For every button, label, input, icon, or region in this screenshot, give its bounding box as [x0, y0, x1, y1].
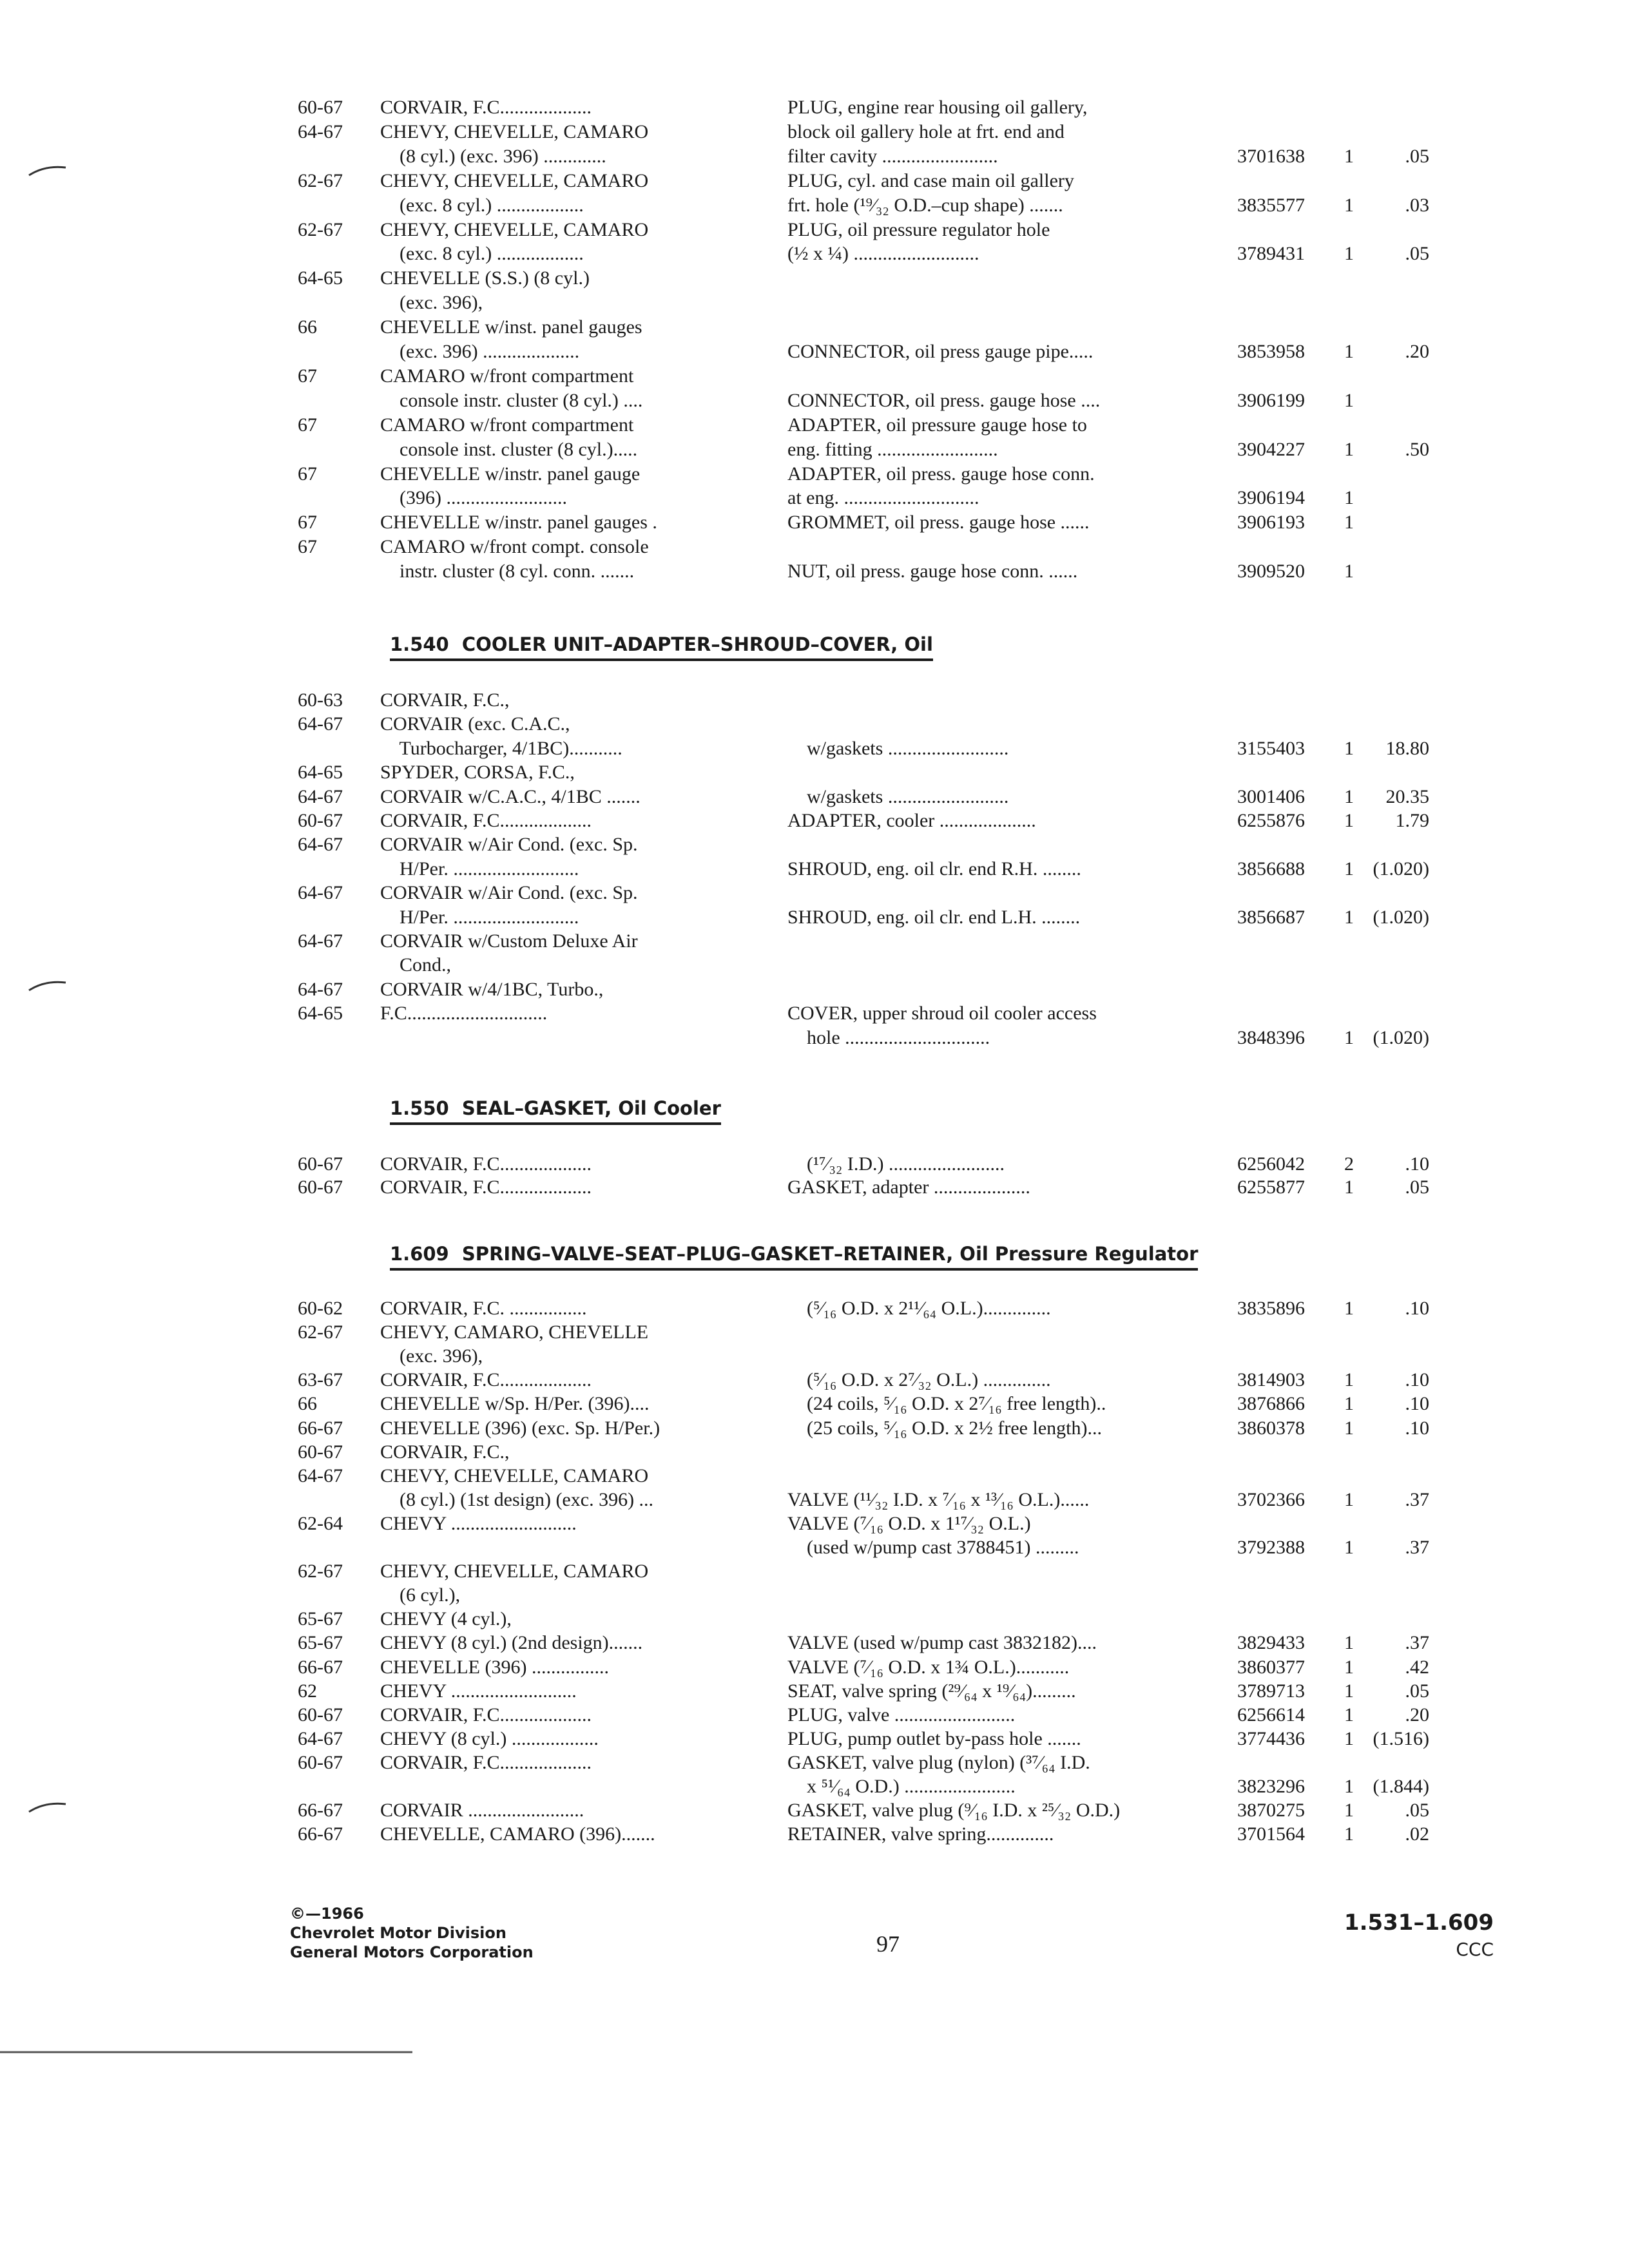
description-cell: GROMMET, oil press. gauge hose ...... [787, 512, 1090, 533]
model-cell: CORVAIR, F.C., [380, 689, 510, 711]
description-cell: filter cavity ........................ [787, 145, 998, 167]
quantity-cell: 1 [1344, 341, 1354, 362]
model-cell: CORVAIR, F.C................... [380, 1369, 592, 1391]
description-cell: ADAPTER, cooler .................... [787, 810, 1036, 831]
description-cell: w/gaskets ......................... [787, 737, 1009, 759]
table-row [0, 1535, 1629, 1560]
table-row [0, 1001, 1629, 1026]
years-cell: 67 [298, 463, 317, 485]
years-cell: 64-67 [298, 834, 343, 856]
table-row [0, 1392, 1629, 1416]
description-cell: (used w/pump cast 3788451) ......... [787, 1537, 1079, 1558]
description-cell: ADAPTER, oil press. gauge hose conn. [787, 463, 1095, 485]
years-cell: 64-65 [298, 1003, 343, 1024]
description-cell: (½ x ¼) .......................... [787, 243, 979, 265]
price-cell: .10 [1405, 1393, 1429, 1415]
model-cell: (exc. 396), [380, 292, 483, 314]
years-cell: 64-67 [298, 1465, 343, 1486]
description-cell: (25 coils, ⁵⁄₁₆ O.D. x 2½ free length)... [787, 1417, 1102, 1439]
model-cell: CORVAIR (exc. C.A.C., [380, 713, 570, 735]
price-cell: (1.020) [1373, 906, 1429, 928]
part-number-cell: 3876866 [1237, 1393, 1305, 1415]
description-cell: eng. fitting ......................... [787, 438, 998, 460]
table-row [0, 389, 1629, 413]
quantity-cell: 1 [1344, 810, 1354, 831]
table-row [0, 144, 1629, 169]
quantity-cell: 1 [1344, 145, 1354, 167]
model-cell: CHEVELLE w/Sp. H/Per. (396).... [380, 1393, 650, 1415]
model-cell: (exc. 8 cyl.) .................. [380, 243, 584, 265]
model-cell: SPYDER, CORSA, F.C., [380, 762, 575, 783]
description-cell: (⁵⁄₁₆ O.D. x 2⁷⁄₃₂ O.L.) .............. [787, 1369, 1051, 1391]
price-cell: .10 [1405, 1153, 1429, 1175]
model-cell: CORVAIR w/Air Cond. (exc. Sp. [380, 882, 638, 904]
model-cell: CORVAIR, F.C................... [380, 810, 592, 831]
section-title-1609: 1.609 SPRING–VALVE–SEAT–PLUG–GASKET–RETAINER, Oil Pressure Regulator [390, 1241, 1198, 1271]
part-number-cell: 3848396 [1237, 1026, 1305, 1048]
description-cell: GASKET, valve plug (nylon) (³⁷⁄₆₄ I.D. [787, 1751, 1090, 1773]
table-row [0, 169, 1629, 193]
description-cell: CONNECTOR, oil press gauge pipe..... [787, 341, 1094, 362]
table-row [0, 1655, 1629, 1680]
quantity-cell: 1 [1344, 1488, 1354, 1510]
model-cell: CORVAIR w/Air Cond. (exc. Sp. [380, 834, 638, 856]
years-cell: 63-67 [298, 1369, 343, 1391]
part-number-cell: 6256042 [1237, 1153, 1305, 1175]
price-cell: (1.516) [1373, 1727, 1429, 1749]
price-cell: .03 [1405, 194, 1429, 216]
table-row [0, 977, 1629, 1002]
description-cell: CONNECTOR, oil press. gauge hose .... [787, 389, 1101, 411]
price-cell: .20 [1405, 341, 1429, 362]
price-cell: 18.80 [1385, 737, 1429, 759]
years-cell: 67 [298, 512, 317, 533]
model-cell: CAMARO w/front compartment [380, 365, 634, 387]
model-cell: CHEVELLE w/instr. panel gauges . [380, 512, 657, 533]
years-cell: 62 [298, 1680, 317, 1702]
quantity-cell: 1 [1344, 858, 1354, 879]
quantity-cell: 1 [1344, 487, 1354, 509]
years-cell: 66-67 [298, 1823, 343, 1845]
model-cell: CAMARO w/front compartment [380, 414, 634, 436]
price-cell: .10 [1405, 1417, 1429, 1439]
years-cell: 67 [298, 536, 317, 558]
footer-publisher [290, 1904, 534, 1962]
description-cell: PLUG, oil pressure regulator hole [787, 218, 1050, 240]
years-cell: 64-67 [298, 120, 343, 142]
years-cell: 60-67 [298, 810, 343, 831]
table-row [0, 193, 1629, 218]
part-number-cell: 3701564 [1237, 1823, 1305, 1845]
table-row [0, 266, 1629, 291]
part-number-cell: 3906194 [1237, 487, 1305, 509]
group-range: 1.531–1.609 [1344, 1910, 1494, 1936]
quantity-cell: 1 [1344, 561, 1354, 582]
table-row [0, 1488, 1629, 1512]
model-cell: CHEVY, CHEVELLE, CAMARO [380, 120, 649, 142]
part-number-cell: 3870275 [1237, 1800, 1305, 1821]
years-cell: 60-62 [298, 1298, 343, 1319]
model-cell: CHEVY (4 cyl.), [380, 1608, 512, 1630]
model-cell: CORVAIR w/4/1BC, Turbo., [380, 978, 604, 1000]
price-cell: .50 [1405, 438, 1429, 460]
quantity-cell: 1 [1344, 389, 1354, 411]
years-cell: 66-67 [298, 1656, 343, 1678]
catalog-code: CCC [1456, 1939, 1494, 1960]
part-number-cell: 3835896 [1237, 1298, 1305, 1319]
table-row [0, 1583, 1629, 1608]
model-cell: CHEVELLE (396) (exc. Sp. H/Per.) [380, 1417, 660, 1439]
description-cell: GASKET, adapter .................... [787, 1177, 1030, 1198]
description-cell: block oil gallery hole at frt. end and [787, 120, 1065, 142]
description-cell: PLUG, engine rear housing oil gallery, [787, 97, 1088, 118]
table-row [0, 535, 1629, 559]
part-number-cell: 3789431 [1237, 243, 1305, 265]
table-row [0, 291, 1629, 315]
model-cell: CHEVY (8 cyl.) (2nd design)....... [380, 1632, 643, 1654]
description-cell: x ⁵¹⁄₆₄ O.D.) ....................... [787, 1776, 1016, 1797]
years-cell: 60-63 [298, 689, 343, 711]
quantity-cell: 1 [1344, 1823, 1354, 1845]
table-row [0, 1416, 1629, 1441]
part-number-cell: 3856688 [1237, 858, 1305, 879]
price-cell: .42 [1405, 1656, 1429, 1678]
price-cell: 1.79 [1395, 810, 1429, 831]
model-cell: CHEVY .......................... [380, 1680, 577, 1702]
table-row [0, 1679, 1629, 1704]
model-cell: CORVAIR, F.C., [380, 1441, 510, 1463]
table-row [0, 95, 1629, 120]
price-cell: .37 [1405, 1537, 1429, 1558]
quantity-cell: 1 [1344, 1680, 1354, 1702]
description-cell: frt. hole (¹⁹⁄₃₂ O.D.–cup shape) ....... [787, 194, 1063, 216]
part-number-cell: 3792388 [1237, 1537, 1305, 1558]
model-cell: CORVAIR, F.C................... [380, 97, 592, 118]
table-row [0, 462, 1629, 486]
table-row [0, 785, 1629, 809]
table-row [0, 1822, 1629, 1847]
table-row [0, 120, 1629, 144]
part-number-cell: 6255876 [1237, 810, 1305, 831]
model-cell: CORVAIR ........................ [380, 1800, 584, 1821]
description-cell: NUT, oil press. gauge hose conn. ...... [787, 561, 1078, 582]
quantity-cell: 1 [1344, 906, 1354, 928]
price-cell: .05 [1405, 1800, 1429, 1821]
years-cell: 64-67 [298, 1727, 343, 1749]
part-number-cell: 3701638 [1237, 145, 1305, 167]
description-cell: VALVE (⁷⁄₁₆ O.D. x 1¹⁷⁄₃₂ O.L.) [787, 1512, 1031, 1534]
description-cell: ADAPTER, oil pressure gauge hose to [787, 414, 1087, 436]
table-row [0, 688, 1629, 713]
price-cell: .05 [1405, 145, 1429, 167]
model-cell: CORVAIR w/C.A.C., 4/1BC ....... [380, 785, 641, 807]
model-cell: console inst. cluster (8 cyl.)..... [380, 438, 638, 460]
description-cell: (¹⁷⁄₃₂ I.D.) ........................ [787, 1153, 1005, 1175]
part-number-cell: 3860378 [1237, 1417, 1305, 1439]
model-cell: CHEVY .......................... [380, 1512, 577, 1534]
part-number-cell: 3823296 [1237, 1776, 1305, 1797]
model-cell: F.C............................. [380, 1003, 548, 1024]
description-cell: SEAT, valve spring (²⁹⁄₆₄ x ¹⁹⁄₆₄)......... [787, 1680, 1076, 1702]
part-number-cell: 3906199 [1237, 389, 1305, 411]
quantity-cell: 1 [1344, 1632, 1354, 1654]
model-cell: instr. cluster (8 cyl. conn. ....... [380, 561, 635, 582]
description-cell: at eng. ............................ [787, 487, 979, 509]
description-cell: PLUG, cyl. and case main oil gallery [787, 169, 1074, 191]
model-cell: CHEVELLE w/inst. panel gauges [380, 316, 642, 338]
years-cell: 65-67 [298, 1632, 343, 1654]
quantity-cell: 1 [1344, 1800, 1354, 1821]
part-number-cell: 3829433 [1237, 1632, 1305, 1654]
part-number-cell: 6256614 [1237, 1704, 1305, 1725]
years-cell: 64-67 [298, 978, 343, 1000]
quantity-cell: 1 [1344, 1776, 1354, 1797]
price-cell: (1.020) [1373, 1026, 1429, 1048]
part-number-cell: 3860377 [1237, 1656, 1305, 1678]
model-cell: CHEVELLE, CAMARO (396)....... [380, 1823, 655, 1845]
model-cell: Cond., [380, 954, 452, 976]
section-title-1550: 1.550 SEAL–GASKET, Oil Cooler [390, 1095, 721, 1125]
years-cell: 62-67 [298, 1561, 343, 1582]
price-cell: .10 [1405, 1298, 1429, 1319]
part-number-cell: 6255877 [1237, 1177, 1305, 1198]
model-cell: (exc. 396), [380, 1345, 483, 1367]
table-row [0, 712, 1629, 736]
price-cell: .10 [1405, 1369, 1429, 1391]
table-row [0, 760, 1629, 785]
model-cell: console instr. cluster (8 cyl.) .... [380, 389, 643, 411]
description-cell: w/gaskets ......................... [787, 785, 1009, 807]
table-row [0, 242, 1629, 266]
description-cell: SHROUD, eng. oil clr. end R.H. ........ [787, 858, 1081, 879]
years-cell: 60-67 [298, 1441, 343, 1463]
model-cell: (exc. 8 cyl.) .................. [380, 194, 584, 216]
table-row [0, 1559, 1629, 1584]
price-cell: .20 [1405, 1704, 1429, 1725]
years-cell: 64-67 [298, 930, 343, 952]
scan-edge-line [0, 2049, 412, 2055]
years-cell: 64-67 [298, 882, 343, 904]
model-cell: CHEVY, CHEVELLE, CAMARO [380, 169, 649, 191]
years-cell: 66 [298, 1393, 317, 1415]
division: Chevrolet Motor Division [290, 1924, 506, 1942]
model-cell: (8 cyl.) (exc. 396) ............. [380, 145, 606, 167]
model-cell: CORVAIR, F.C................... [380, 1153, 592, 1175]
table-row [0, 559, 1629, 584]
model-cell: H/Per. .......................... [380, 858, 579, 879]
model-cell: CHEVELLE w/instr. panel gauge [380, 463, 641, 485]
table-row [0, 929, 1629, 954]
section-title-1540: 1.540 COOLER UNIT–ADAPTER–SHROUD–COVER, Oil [390, 631, 933, 661]
model-cell: CHEVY (8 cyl.) .................. [380, 1727, 599, 1749]
quantity-cell: 1 [1344, 1656, 1354, 1678]
table-row [0, 413, 1629, 437]
model-cell: (6 cyl.), [380, 1584, 461, 1606]
years-cell: 67 [298, 365, 317, 387]
part-number-cell: 3702366 [1237, 1488, 1305, 1510]
quantity-cell: 1 [1344, 1537, 1354, 1558]
quantity-cell: 1 [1344, 785, 1354, 807]
table-row [0, 1631, 1629, 1655]
model-cell: CORVAIR w/Custom Deluxe Air [380, 930, 638, 952]
price-cell: .05 [1405, 1680, 1429, 1702]
model-cell: (396) ......................... [380, 487, 567, 509]
description-cell: VALVE (used w/pump cast 3832182).... [787, 1632, 1097, 1654]
price-cell: .05 [1405, 1177, 1429, 1198]
table-row [0, 364, 1629, 389]
quantity-cell: 1 [1344, 1393, 1354, 1415]
table-row [0, 218, 1629, 242]
description-cell: (⁵⁄₁₆ O.D. x 2¹¹⁄₆₄ O.L.).............. [787, 1298, 1051, 1319]
description-cell: hole .............................. [787, 1026, 990, 1048]
part-number-cell: 3856687 [1237, 906, 1305, 928]
part-number-cell: 3001406 [1237, 785, 1305, 807]
quantity-cell: 1 [1344, 1026, 1354, 1048]
model-cell: CHEVY, CHEVELLE, CAMARO [380, 1465, 649, 1486]
table-row [0, 1512, 1629, 1536]
price-cell: (1.020) [1373, 858, 1429, 879]
quantity-cell: 1 [1344, 1369, 1354, 1391]
quantity-cell: 1 [1344, 1704, 1354, 1725]
years-cell: 60-67 [298, 97, 343, 118]
years-cell: 62-67 [298, 169, 343, 191]
model-cell: CHEVELLE (396) ................ [380, 1656, 609, 1678]
price-cell: .05 [1405, 243, 1429, 265]
years-cell: 64-67 [298, 713, 343, 735]
table-row [0, 1703, 1629, 1727]
description-cell: PLUG, valve ......................... [787, 1704, 1016, 1725]
model-cell: CORVAIR, F.C. ................ [380, 1298, 587, 1319]
quantity-cell: 1 [1344, 1298, 1354, 1319]
part-number-cell: 3909520 [1237, 561, 1305, 582]
table-row [0, 1751, 1629, 1775]
price-cell: .02 [1405, 1823, 1429, 1845]
model-cell: CHEVELLE (S.S.) (8 cyl.) [380, 267, 590, 289]
table-row [0, 905, 1629, 930]
description-cell: COVER, upper shroud oil cooler access [787, 1003, 1097, 1024]
part-number-cell: 3835577 [1237, 194, 1305, 216]
description-cell: VALVE (¹¹⁄₃₂ I.D. x ⁷⁄₁₆ x ¹³⁄₁₆ O.L.)...... [787, 1488, 1090, 1510]
page-number: 97 [876, 1931, 900, 1957]
model-cell: Turbocharger, 4/1BC)........... [380, 737, 622, 759]
model-cell: CHEVY, CAMARO, CHEVELLE [380, 1321, 649, 1343]
table-row [0, 1152, 1629, 1177]
quantity-cell: 1 [1344, 1177, 1354, 1198]
model-cell: H/Per. .......................... [380, 906, 579, 928]
table-row [0, 809, 1629, 833]
part-number-cell: 3906193 [1237, 512, 1305, 533]
years-cell: 65-67 [298, 1608, 343, 1630]
table-row [0, 736, 1629, 761]
price-cell: .37 [1405, 1488, 1429, 1510]
years-cell: 62-67 [298, 218, 343, 240]
table-row [0, 437, 1629, 462]
table-row [0, 510, 1629, 535]
table-row [0, 857, 1629, 881]
model-cell: CORVAIR, F.C................... [380, 1751, 592, 1773]
model-cell: CORVAIR, F.C................... [380, 1704, 592, 1725]
table-row [0, 486, 1629, 510]
years-cell: 64-65 [298, 267, 343, 289]
years-cell: 64-67 [298, 785, 343, 807]
table-row [0, 1798, 1629, 1823]
model-cell: CHEVY, CHEVELLE, CAMARO [380, 1561, 649, 1582]
years-cell: 62-67 [298, 1321, 343, 1343]
part-number-cell: 3904227 [1237, 438, 1305, 460]
table-row [0, 832, 1629, 857]
description-cell: SHROUD, eng. oil clr. end L.H. ........ [787, 906, 1081, 928]
description-cell: GASKET, valve plug (⁹⁄₁₆ I.D. x ²⁵⁄₃₂ O.D.) [787, 1800, 1121, 1821]
years-cell: 62-64 [298, 1512, 343, 1534]
table-row [0, 1026, 1629, 1050]
table-row [0, 1607, 1629, 1631]
description-cell: RETAINER, valve spring.............. [787, 1823, 1054, 1845]
model-cell: CAMARO w/front compt. console [380, 536, 649, 558]
part-number-cell: 3155403 [1237, 737, 1305, 759]
years-cell: 64-65 [298, 762, 343, 783]
model-cell: CORVAIR, F.C................... [380, 1177, 592, 1198]
table-row [0, 1727, 1629, 1751]
years-cell: 60-67 [298, 1751, 343, 1773]
table-row [0, 1774, 1629, 1799]
table-row [0, 1320, 1629, 1345]
quantity-cell: 1 [1344, 243, 1354, 265]
part-number-cell: 3814903 [1237, 1369, 1305, 1391]
quantity-cell: 1 [1344, 1727, 1354, 1749]
quantity-cell: 1 [1344, 512, 1354, 533]
model-cell: (8 cyl.) (1st design) (exc. 396) ... [380, 1488, 654, 1510]
years-cell: 60-67 [298, 1177, 343, 1198]
part-number-cell: 3774436 [1237, 1727, 1305, 1749]
corporation: General Motors Corporation [290, 1943, 534, 1961]
part-number-cell: 3853958 [1237, 341, 1305, 362]
table-row [0, 1368, 1629, 1392]
part-number-cell: 3789713 [1237, 1680, 1305, 1702]
years-cell: 67 [298, 414, 317, 436]
table-row [0, 315, 1629, 340]
price-cell: (1.844) [1373, 1776, 1429, 1797]
table-row [0, 1344, 1629, 1369]
description-cell: (24 coils, ⁵⁄₁₆ O.D. x 2⁷⁄₁₆ free length).. [787, 1393, 1106, 1415]
table-row [0, 1296, 1629, 1321]
years-cell: 60-67 [298, 1704, 343, 1725]
table-row [0, 1440, 1629, 1465]
years-cell: 66-67 [298, 1800, 343, 1821]
years-cell: 66-67 [298, 1417, 343, 1439]
description-cell: VALVE (⁷⁄₁₆ O.D. x 1¾ O.L.)........... [787, 1656, 1070, 1678]
years-cell: 66 [298, 316, 317, 338]
price-cell: 20.35 [1385, 785, 1429, 807]
model-cell: CHEVY, CHEVELLE, CAMARO [380, 218, 649, 240]
footer-range [1344, 1908, 1494, 1963]
table-row [0, 1175, 1629, 1200]
table-row [0, 1464, 1629, 1488]
table-row [0, 881, 1629, 905]
description-cell: PLUG, pump outlet by-pass hole ....... [787, 1727, 1081, 1749]
quantity-cell: 1 [1344, 194, 1354, 216]
price-cell: .37 [1405, 1632, 1429, 1654]
quantity-cell: 1 [1344, 438, 1354, 460]
quantity-cell: 1 [1344, 1417, 1354, 1439]
model-cell: (exc. 396) .................... [380, 341, 580, 362]
years-cell: 60-67 [298, 1153, 343, 1175]
table-row [0, 340, 1629, 364]
table-row [0, 953, 1629, 977]
quantity-cell: 2 [1344, 1153, 1354, 1175]
quantity-cell: 1 [1344, 737, 1354, 759]
copyright: ©—1966 [290, 1905, 364, 1923]
